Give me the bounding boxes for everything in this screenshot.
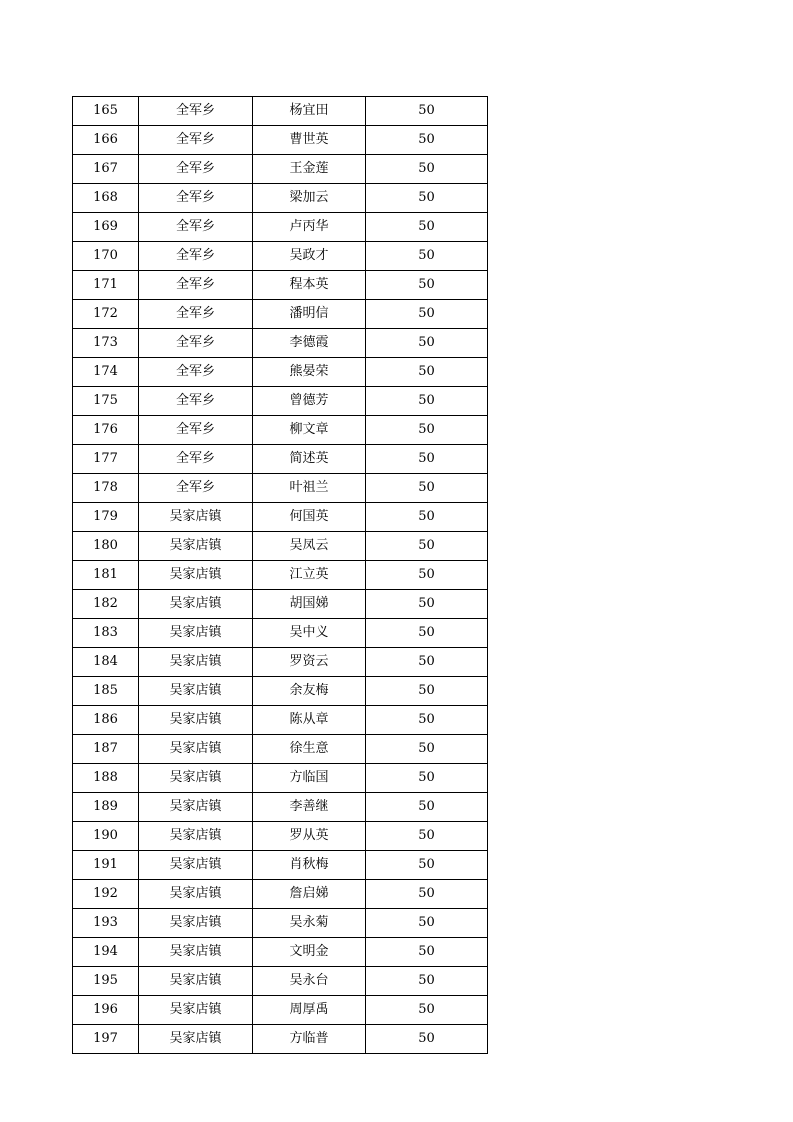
row-number-cell: 169 <box>73 213 139 242</box>
table-row <box>73 184 488 213</box>
row-number-cell: 166 <box>73 126 139 155</box>
amount-cell: 50 <box>366 967 488 996</box>
amount-cell: 50 <box>366 880 488 909</box>
table-row <box>73 155 488 184</box>
amount-cell: 50 <box>366 184 488 213</box>
amount-cell: 50 <box>366 474 488 503</box>
township-cell: 吴家店镇 <box>139 1025 253 1054</box>
table-row <box>73 996 488 1025</box>
person-name-cell: 吴永台 <box>253 967 366 996</box>
row-number-cell: 165 <box>73 97 139 126</box>
amount-cell: 50 <box>366 445 488 474</box>
table-row <box>73 967 488 996</box>
row-number-cell: 189 <box>73 793 139 822</box>
table-row <box>73 387 488 416</box>
row-number-cell: 171 <box>73 271 139 300</box>
person-name-cell: 王金莲 <box>253 155 366 184</box>
table-row <box>73 706 488 735</box>
township-cell: 吴家店镇 <box>139 880 253 909</box>
township-cell: 吴家店镇 <box>139 735 253 764</box>
row-number-cell: 197 <box>73 1025 139 1054</box>
person-name-cell: 叶祖兰 <box>253 474 366 503</box>
row-number-cell: 187 <box>73 735 139 764</box>
row-number-cell: 178 <box>73 474 139 503</box>
person-name-cell: 肖秋梅 <box>253 851 366 880</box>
township-cell: 全军乡 <box>139 126 253 155</box>
amount-cell: 50 <box>366 503 488 532</box>
township-cell: 吴家店镇 <box>139 503 253 532</box>
amount-cell: 50 <box>366 909 488 938</box>
table-row <box>73 1025 488 1054</box>
amount-cell: 50 <box>366 1025 488 1054</box>
amount-cell: 50 <box>366 561 488 590</box>
township-cell: 全军乡 <box>139 387 253 416</box>
township-cell: 吴家店镇 <box>139 822 253 851</box>
township-cell: 全军乡 <box>139 155 253 184</box>
amount-cell: 50 <box>366 155 488 184</box>
row-number-cell: 179 <box>73 503 139 532</box>
table-row <box>73 880 488 909</box>
row-number-cell: 182 <box>73 590 139 619</box>
township-cell: 全军乡 <box>139 358 253 387</box>
table-row <box>73 271 488 300</box>
amount-cell: 50 <box>366 358 488 387</box>
person-name-cell: 李德霞 <box>253 329 366 358</box>
person-name-cell: 曹世英 <box>253 126 366 155</box>
table-row <box>73 242 488 271</box>
table-row <box>73 503 488 532</box>
person-name-cell: 文明金 <box>253 938 366 967</box>
roster-table <box>72 96 488 1054</box>
table-row <box>73 213 488 242</box>
row-number-cell: 194 <box>73 938 139 967</box>
row-number-cell: 188 <box>73 764 139 793</box>
roster-table-body <box>73 97 488 1054</box>
township-cell: 吴家店镇 <box>139 706 253 735</box>
table-row <box>73 677 488 706</box>
township-cell: 全军乡 <box>139 271 253 300</box>
row-number-cell: 180 <box>73 532 139 561</box>
person-name-cell: 余友梅 <box>253 677 366 706</box>
amount-cell: 50 <box>366 590 488 619</box>
person-name-cell: 徐生意 <box>253 735 366 764</box>
row-number-cell: 181 <box>73 561 139 590</box>
table-row <box>73 822 488 851</box>
township-cell: 吴家店镇 <box>139 851 253 880</box>
row-number-cell: 192 <box>73 880 139 909</box>
person-name-cell: 简述英 <box>253 445 366 474</box>
amount-cell: 50 <box>366 532 488 561</box>
person-name-cell: 江立英 <box>253 561 366 590</box>
table-row <box>73 909 488 938</box>
township-cell: 全军乡 <box>139 97 253 126</box>
amount-cell: 50 <box>366 677 488 706</box>
person-name-cell: 罗从英 <box>253 822 366 851</box>
person-name-cell: 周厚禹 <box>253 996 366 1025</box>
amount-cell: 50 <box>366 416 488 445</box>
person-name-cell: 李善继 <box>253 793 366 822</box>
person-name-cell: 陈从章 <box>253 706 366 735</box>
township-cell: 吴家店镇 <box>139 938 253 967</box>
person-name-cell: 何国英 <box>253 503 366 532</box>
amount-cell: 50 <box>366 271 488 300</box>
row-number-cell: 183 <box>73 619 139 648</box>
township-cell: 吴家店镇 <box>139 561 253 590</box>
person-name-cell: 胡国娣 <box>253 590 366 619</box>
amount-cell: 50 <box>366 822 488 851</box>
amount-cell: 50 <box>366 242 488 271</box>
table-row <box>73 300 488 329</box>
table-row <box>73 764 488 793</box>
township-cell: 全军乡 <box>139 329 253 358</box>
amount-cell: 50 <box>366 619 488 648</box>
person-name-cell: 程本英 <box>253 271 366 300</box>
amount-cell: 50 <box>366 735 488 764</box>
person-name-cell: 曾德芳 <box>253 387 366 416</box>
township-cell: 吴家店镇 <box>139 648 253 677</box>
township-cell: 全军乡 <box>139 416 253 445</box>
row-number-cell: 196 <box>73 996 139 1025</box>
row-number-cell: 184 <box>73 648 139 677</box>
table-row <box>73 648 488 677</box>
person-name-cell: 方临国 <box>253 764 366 793</box>
table-row <box>73 938 488 967</box>
person-name-cell: 吴凤云 <box>253 532 366 561</box>
table-row <box>73 416 488 445</box>
table-row <box>73 851 488 880</box>
township-cell: 全军乡 <box>139 474 253 503</box>
row-number-cell: 173 <box>73 329 139 358</box>
township-cell: 吴家店镇 <box>139 677 253 706</box>
row-number-cell: 168 <box>73 184 139 213</box>
amount-cell: 50 <box>366 793 488 822</box>
person-name-cell: 梁加云 <box>253 184 366 213</box>
table-row <box>73 329 488 358</box>
amount-cell: 50 <box>366 938 488 967</box>
township-cell: 吴家店镇 <box>139 909 253 938</box>
table-row <box>73 97 488 126</box>
table-row <box>73 532 488 561</box>
person-name-cell: 吴中义 <box>253 619 366 648</box>
person-name-cell: 杨宜田 <box>253 97 366 126</box>
township-cell: 全军乡 <box>139 184 253 213</box>
person-name-cell: 吴永菊 <box>253 909 366 938</box>
table-row <box>73 445 488 474</box>
row-number-cell: 174 <box>73 358 139 387</box>
row-number-cell: 172 <box>73 300 139 329</box>
table-row <box>73 561 488 590</box>
table-row <box>73 126 488 155</box>
row-number-cell: 190 <box>73 822 139 851</box>
person-name-cell: 方临普 <box>253 1025 366 1054</box>
township-cell: 全军乡 <box>139 242 253 271</box>
amount-cell: 50 <box>366 706 488 735</box>
amount-cell: 50 <box>366 329 488 358</box>
township-cell: 吴家店镇 <box>139 996 253 1025</box>
township-cell: 吴家店镇 <box>139 793 253 822</box>
row-number-cell: 193 <box>73 909 139 938</box>
person-name-cell: 潘明信 <box>253 300 366 329</box>
table-row <box>73 793 488 822</box>
row-number-cell: 170 <box>73 242 139 271</box>
amount-cell: 50 <box>366 648 488 677</box>
row-number-cell: 195 <box>73 967 139 996</box>
row-number-cell: 191 <box>73 851 139 880</box>
row-number-cell: 186 <box>73 706 139 735</box>
amount-cell: 50 <box>366 126 488 155</box>
table-row <box>73 590 488 619</box>
township-cell: 吴家店镇 <box>139 619 253 648</box>
township-cell: 全军乡 <box>139 300 253 329</box>
township-cell: 吴家店镇 <box>139 967 253 996</box>
row-number-cell: 167 <box>73 155 139 184</box>
person-name-cell: 熊晏荣 <box>253 358 366 387</box>
amount-cell: 50 <box>366 387 488 416</box>
amount-cell: 50 <box>366 996 488 1025</box>
row-number-cell: 177 <box>73 445 139 474</box>
person-name-cell: 罗资云 <box>253 648 366 677</box>
township-cell: 吴家店镇 <box>139 532 253 561</box>
amount-cell: 50 <box>366 300 488 329</box>
amount-cell: 50 <box>366 764 488 793</box>
row-number-cell: 185 <box>73 677 139 706</box>
table-row <box>73 474 488 503</box>
township-cell: 全军乡 <box>139 445 253 474</box>
table-row <box>73 619 488 648</box>
row-number-cell: 175 <box>73 387 139 416</box>
amount-cell: 50 <box>366 213 488 242</box>
table-row <box>73 735 488 764</box>
township-cell: 吴家店镇 <box>139 590 253 619</box>
amount-cell: 50 <box>366 97 488 126</box>
person-name-cell: 詹启娣 <box>253 880 366 909</box>
amount-cell: 50 <box>366 851 488 880</box>
row-number-cell: 176 <box>73 416 139 445</box>
person-name-cell: 卢丙华 <box>253 213 366 242</box>
table-row <box>73 358 488 387</box>
township-cell: 全军乡 <box>139 213 253 242</box>
person-name-cell: 吴政才 <box>253 242 366 271</box>
township-cell: 吴家店镇 <box>139 764 253 793</box>
person-name-cell: 柳文章 <box>253 416 366 445</box>
